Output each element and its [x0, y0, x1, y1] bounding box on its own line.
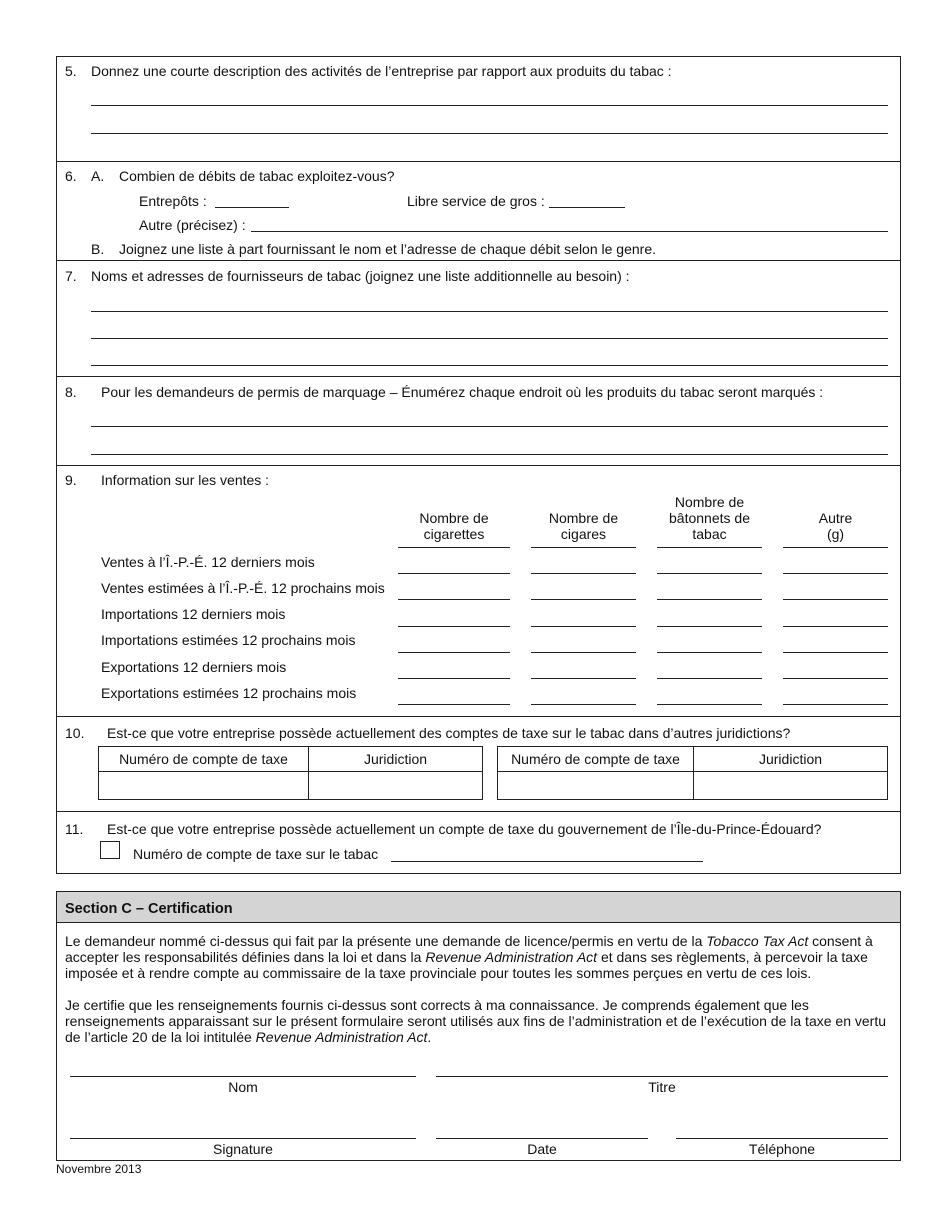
sales-row-label: Ventes à l’Î.-P.-É. 12 derniers mois [101, 554, 315, 570]
section-c-title: Section C – Certification [65, 901, 233, 917]
footer-date: Novembre 2013 [56, 1162, 142, 1176]
date-label: Date [527, 1141, 557, 1157]
sales-cell[interactable] [398, 652, 510, 653]
col-header-autre [783, 494, 888, 542]
consent-paragraph [65, 933, 891, 981]
telephone-field[interactable] [676, 1138, 888, 1139]
sales-cell[interactable] [783, 573, 888, 574]
col-header-line: Nombre de [548, 510, 619, 526]
q10-label: Est-ce que votre entreprise possède actuellement des comptes de taxe sur le tabac dans d’autres juridictions? [107, 725, 791, 741]
sales-cell[interactable] [531, 704, 636, 705]
tobacco-tax-account-field[interactable] [391, 861, 703, 862]
q8-label: Pour les demandeurs de permis de marquage – Énumérez chaque endroit où les produits du tabac seront marqués : [101, 384, 824, 400]
q8-number: 8. [65, 384, 77, 400]
q5-number: 5. [65, 63, 77, 79]
autre-field[interactable] [251, 231, 888, 232]
tax-account-table-right [497, 746, 888, 800]
titre-label: Titre [648, 1079, 676, 1095]
telephone-label: Téléphone [748, 1141, 816, 1157]
libre-service-field[interactable] [549, 207, 625, 208]
certify-paragraph [65, 997, 891, 1045]
sales-row-label: Importations 12 derniers mois [101, 606, 286, 622]
section-c-header [57, 892, 900, 923]
col-header-line [398, 494, 510, 510]
sales-cell[interactable] [657, 599, 762, 600]
divider [57, 716, 900, 717]
col-header-line: cigares [560, 526, 607, 542]
pei-tax-account-checkbox[interactable] [100, 841, 120, 859]
sales-cell[interactable] [783, 704, 888, 705]
act-name: Revenue Administration Act [425, 949, 598, 965]
col-header-line: Autre [818, 510, 853, 526]
col-header-underline [783, 547, 888, 548]
sales-cell[interactable] [531, 626, 636, 627]
col-header-batonnets [657, 494, 762, 542]
col-header-line: cigarettes [423, 526, 485, 542]
sales-cell[interactable] [398, 678, 510, 679]
q6-b-label: Joignez une liste à part fournissant le nom et l’adresse de chaque débit selon le genre. [119, 241, 657, 257]
account-number-cell[interactable] [498, 772, 694, 800]
q9-number: 9. [65, 472, 77, 488]
sales-cell[interactable] [657, 678, 762, 679]
act-name: Tobacco Tax Act [706, 933, 809, 949]
sales-cell[interactable] [657, 626, 762, 627]
sales-cell[interactable] [531, 599, 636, 600]
q10-number: 10. [65, 725, 85, 741]
q7-answer-line-1[interactable] [91, 311, 888, 312]
q6-a-letter: A. [91, 168, 105, 184]
consent-text: et dans ses règlements, à percevoir la taxe imposée et à rendre compte au commissaire de la taxe provinciale pour toutes les sommes perçues en vertu de ces lois. [65, 949, 868, 981]
col-header-jurisdiction: Juridiction [309, 747, 483, 772]
q5-answer-line-2[interactable] [91, 133, 888, 134]
q5-answer-line-1[interactable] [91, 105, 888, 106]
questions-box [56, 56, 901, 874]
col-header-line [531, 494, 636, 510]
date-field[interactable] [436, 1138, 648, 1139]
tax-account-table-left [98, 746, 483, 800]
signature-label: Signature [213, 1141, 273, 1157]
col-header-cigares [531, 494, 636, 542]
sales-cell[interactable] [783, 599, 888, 600]
sales-cell[interactable] [783, 652, 888, 653]
entrepots-label: Entrepôts : [139, 193, 207, 209]
q7-label: Noms et adresses de fournisseurs de tabac (joignez une liste additionnelle au besoin) : [91, 268, 630, 284]
signature-field[interactable] [70, 1138, 416, 1139]
col-header-line: Nombre de [674, 494, 745, 510]
q7-number: 7. [65, 268, 77, 284]
divider [57, 811, 900, 812]
col-header-line [783, 494, 888, 510]
sales-cell[interactable] [398, 626, 510, 627]
divider [57, 376, 900, 377]
sales-row-label: Ventes estimées à l’Î.-P.-É. 12 prochains mois [101, 580, 385, 596]
section-c-box [56, 891, 901, 1161]
col-header-jurisdiction: Juridiction [694, 747, 888, 772]
sales-cell[interactable] [657, 573, 762, 574]
libre-service-label: Libre service de gros : [407, 193, 545, 209]
sales-cell[interactable] [531, 678, 636, 679]
q8-answer-line-1[interactable] [91, 426, 888, 427]
divider [57, 260, 900, 261]
entrepots-field[interactable] [215, 207, 289, 208]
sales-cell[interactable] [657, 704, 762, 705]
sales-cell[interactable] [398, 573, 510, 574]
sales-row-label: Exportations estimées 12 prochains mois [101, 685, 357, 701]
jurisdiction-cell[interactable] [694, 772, 888, 800]
sales-cell[interactable] [783, 678, 888, 679]
q5-label: Donnez une courte description des activités de l’entreprise par rapport aux produits du tabac : [91, 63, 672, 79]
account-number-cell[interactable] [99, 772, 309, 800]
col-header-cigarettes [398, 494, 510, 542]
divider [57, 465, 900, 466]
consent-text: consent à accepter les responsabilités définies dans la loi et dans la [65, 933, 873, 965]
tobacco-tax-account-label: Numéro de compte de taxe sur le tabac [133, 846, 379, 862]
autre-label: Autre (précisez) : [139, 217, 246, 233]
certify-text: . [427, 1029, 432, 1045]
sales-cell[interactable] [398, 599, 510, 600]
col-header-underline [398, 547, 510, 548]
nom-field[interactable] [70, 1076, 416, 1077]
q11-number: 11. [65, 821, 84, 837]
sales-cell[interactable] [657, 652, 762, 653]
sales-cell[interactable] [398, 704, 510, 705]
q11-label: Est-ce que votre entreprise possède actuellement un compte de taxe du gouvernement de l’Île-du-Prince-Édouard? [107, 821, 822, 837]
col-header-line: Nombre de [419, 510, 489, 526]
sales-row-label: Importations estimées 12 prochains mois [101, 632, 356, 648]
q9-label: Information sur les ventes : [101, 472, 270, 488]
q6-a-label: Combien de débits de tabac exploitez-vous? [119, 168, 395, 184]
col-header-underline [657, 547, 762, 548]
sales-cell[interactable] [783, 626, 888, 627]
q8-answer-line-2[interactable] [91, 454, 888, 455]
sales-cell[interactable] [531, 573, 636, 574]
titre-field[interactable] [436, 1076, 888, 1077]
q7-answer-line-3[interactable] [91, 365, 888, 366]
sales-cell[interactable] [531, 652, 636, 653]
divider [57, 161, 900, 162]
certify-text: Je certifie que les renseignements fournis ci-dessus sont corrects à ma connaissance. Je comprends également que les renseignements apparaissant sur le présent formulaire seront utilisés aux fins de l’administration et de l’exécution de la taxe en vertu de l’article 20 de la loi intitulée [65, 997, 886, 1045]
q6-b-letter: B. [91, 241, 105, 257]
q6-number: 6. [65, 168, 77, 184]
col-header-line: (g) [826, 526, 845, 542]
sales-row-label: Exportations 12 derniers mois [101, 659, 287, 675]
consent-text: Le demandeur nommé ci-dessus qui fait par la présente une demande de licence/permis en vertu de la [65, 933, 703, 949]
col-header-account-number: Numéro de compte de taxe [99, 747, 309, 772]
col-header-line: bâtonnets de [669, 510, 750, 526]
act-name: Revenue Administration Act [255, 1029, 428, 1045]
col-header-underline [531, 547, 636, 548]
col-header-account-number: Numéro de compte de taxe [498, 747, 694, 772]
col-header-line: tabac [692, 526, 727, 542]
nom-label: Nom [228, 1079, 258, 1095]
q7-answer-line-2[interactable] [91, 338, 888, 339]
jurisdiction-cell[interactable] [309, 772, 483, 800]
